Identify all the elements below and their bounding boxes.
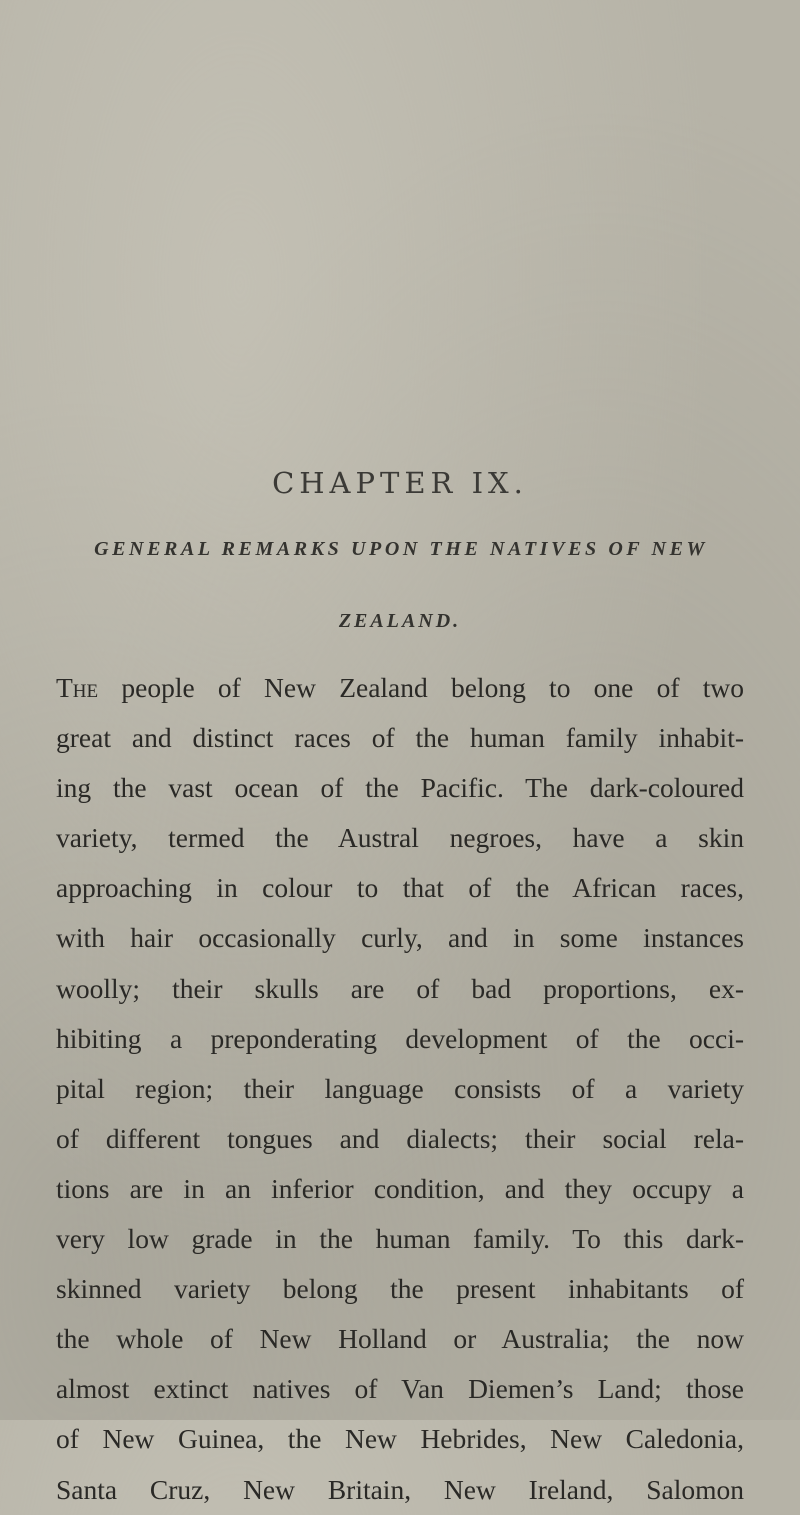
- text-line: pital region; their language consists of a variety: [56, 1072, 744, 1104]
- text-line: great and distinct races of the human family inhabit-: [56, 722, 744, 754]
- text-line: of New Guinea, the New Hebrides, New Caledonia,: [56, 1423, 744, 1455]
- text-line: approaching in colour to that of the African races,: [56, 872, 744, 904]
- text-line: hibiting a preponderating development of the occi-: [56, 1022, 744, 1054]
- text-line: The people of New Zealand belong to one of two: [56, 672, 744, 703]
- text-line: variety, termed the Austral negroes, have a skin: [56, 822, 744, 854]
- text-line: of different tongues and dialects; their social rela-: [56, 1122, 744, 1154]
- text-line: very low grade in the human family. To this dark-: [56, 1223, 744, 1255]
- text-line: almost extinct natives of Van Diemen’s Land; those: [56, 1373, 744, 1405]
- text-line: woolly; their skulls are of bad proportions, ex-: [56, 972, 744, 1004]
- text-line: with hair occasionally curly, and in some instances: [56, 922, 744, 954]
- chapter-heading: CHAPTER IX.: [272, 466, 528, 500]
- text-line: ing the vast ocean of the Pacific. The dark-coloured: [56, 772, 744, 804]
- chapter-title-line-2: ZEALAND.: [338, 610, 462, 632]
- text-line: the whole of New Holland or Australia; the now: [56, 1323, 744, 1355]
- text-line: tions are in an inferior condition, and they occupy a: [56, 1172, 744, 1204]
- text-line: Santa Cruz, New Britain, New Ireland, Salomon: [56, 1473, 744, 1505]
- body-paragraph: [56, 663, 744, 1515]
- chapter-title-line-1: GENERAL REMARKS UPON THE NATIVES OF NEW: [94, 538, 708, 560]
- text-line: skinned variety belong the present inhabitants of: [56, 1273, 744, 1305]
- opening-word: The: [56, 672, 99, 703]
